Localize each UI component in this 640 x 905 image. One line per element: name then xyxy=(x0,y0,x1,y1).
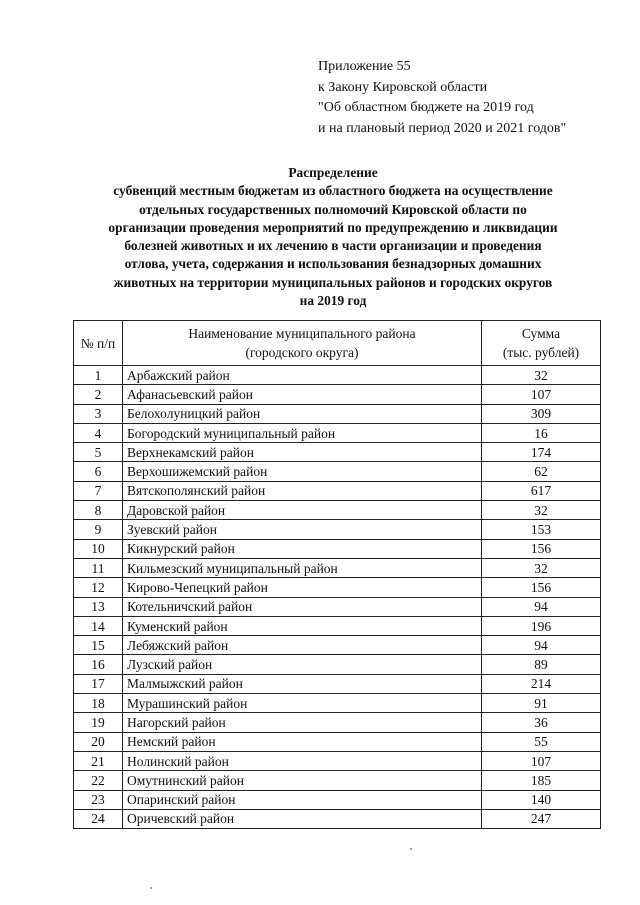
heading-line: отдельных государственных полномочий Кировской области по xyxy=(139,201,527,217)
row-sum: 309 xyxy=(482,404,601,423)
scan-speck xyxy=(150,887,152,889)
row-number: 24 xyxy=(74,809,123,828)
row-sum: 174 xyxy=(482,443,601,462)
row-sum: 247 xyxy=(482,809,601,828)
document-heading xyxy=(40,164,626,310)
scan-speck xyxy=(410,848,412,850)
table-row xyxy=(74,732,601,751)
document-title: Распределение xyxy=(288,165,378,180)
header-district-line1: Наименование муниципального района xyxy=(188,326,416,341)
row-district: Котельничский район xyxy=(123,597,482,616)
row-district: Нагорский район xyxy=(123,713,482,732)
row-district: Кирово-Чепецкий район xyxy=(123,578,482,597)
row-number: 9 xyxy=(74,520,123,539)
row-number: 4 xyxy=(74,423,123,442)
row-sum: 32 xyxy=(482,366,601,385)
heading-line: организации проведения мероприятий по предупреждению и ликвидации xyxy=(108,219,558,235)
row-district: Вятскополянский район xyxy=(123,481,482,500)
row-sum: 156 xyxy=(482,539,601,558)
table-row xyxy=(74,443,601,462)
table-row xyxy=(74,790,601,809)
row-district: Верхошижемский район xyxy=(123,462,482,481)
heading-line: на 2019 год xyxy=(299,293,367,309)
row-number: 18 xyxy=(74,694,123,713)
heading-line: животных на территории муниципальных районов и городских округов xyxy=(113,274,553,290)
header-sum xyxy=(482,321,601,366)
row-number: 12 xyxy=(74,578,123,597)
row-sum: 32 xyxy=(482,558,601,577)
row-sum: 156 xyxy=(482,578,601,597)
row-district: Верхнекамский район xyxy=(123,443,482,462)
row-district: Богородский муниципальный район xyxy=(123,423,482,442)
row-number: 13 xyxy=(74,597,123,616)
heading-line: субвенций местным бюджетам из областного бюджета на осуществление xyxy=(113,183,553,199)
row-district: Нолинский район xyxy=(123,751,482,770)
row-district: Лебяжский район xyxy=(123,636,482,655)
header-district-line2: (городского округа) xyxy=(245,345,359,360)
table-row xyxy=(74,771,601,790)
row-district: Кикнурский район xyxy=(123,539,482,558)
row-number: 15 xyxy=(74,636,123,655)
row-sum: 140 xyxy=(482,790,601,809)
annex-law-period: и на плановый период 2020 и 2021 годов" xyxy=(318,120,567,136)
row-district: Афанасьевский район xyxy=(123,385,482,404)
row-number: 8 xyxy=(74,501,123,520)
table-row xyxy=(74,597,601,616)
row-sum: 94 xyxy=(482,597,601,616)
row-number: 23 xyxy=(74,790,123,809)
row-district: Даровской район xyxy=(123,501,482,520)
annex-reference xyxy=(318,57,566,139)
row-district: Зуевский район xyxy=(123,520,482,539)
row-district: Омутнинский район xyxy=(123,771,482,790)
row-sum: 617 xyxy=(482,481,601,500)
row-district: Арбажский район xyxy=(123,366,482,385)
annex-number: Приложение 55 xyxy=(318,59,411,74)
row-number: 2 xyxy=(74,385,123,404)
row-sum: 32 xyxy=(482,501,601,520)
row-number: 7 xyxy=(74,481,123,500)
table-row xyxy=(74,385,601,404)
row-sum: 62 xyxy=(482,462,601,481)
heading-line: болезней животных и их лечению в части организации и проведения xyxy=(124,238,542,254)
table-row xyxy=(74,501,601,520)
annex-law: к Закону Кировской области xyxy=(318,79,488,95)
row-number: 19 xyxy=(74,713,123,732)
table-row xyxy=(74,404,601,423)
row-sum: 196 xyxy=(482,616,601,635)
annex-law-title: "Об областном бюджете на 2019 год xyxy=(318,100,534,115)
row-number: 10 xyxy=(74,539,123,558)
row-sum: 107 xyxy=(482,751,601,770)
table-row xyxy=(74,809,601,828)
table-row xyxy=(74,578,601,597)
table-row xyxy=(74,462,601,481)
header-sum-line1: Сумма xyxy=(521,326,561,341)
row-district: Немский район xyxy=(123,732,482,751)
row-sum: 153 xyxy=(482,520,601,539)
row-sum: 55 xyxy=(482,732,601,751)
header-sum-line2: (тыс. рублей) xyxy=(502,345,580,360)
row-district: Кильмезский муниципальный район xyxy=(123,558,482,577)
row-number: 11 xyxy=(74,558,123,577)
table-row xyxy=(74,520,601,539)
row-number: 20 xyxy=(74,732,123,751)
row-sum: 185 xyxy=(482,771,601,790)
table-row xyxy=(74,616,601,635)
row-sum: 214 xyxy=(482,674,601,693)
row-number: 22 xyxy=(74,771,123,790)
row-district: Оричевский район xyxy=(123,809,482,828)
table-row xyxy=(74,481,601,500)
row-number: 1 xyxy=(74,366,123,385)
row-sum: 89 xyxy=(482,655,601,674)
table-row xyxy=(74,539,601,558)
row-sum: 91 xyxy=(482,694,601,713)
table-row xyxy=(74,713,601,732)
table-body xyxy=(74,366,601,829)
row-district: Лузский район xyxy=(123,655,482,674)
header-number: № п/п xyxy=(74,321,123,366)
table-row xyxy=(74,694,601,713)
table-row xyxy=(74,636,601,655)
table-row xyxy=(74,655,601,674)
row-number: 3 xyxy=(74,404,123,423)
row-district: Куменский район xyxy=(123,616,482,635)
subvention-table xyxy=(73,320,601,829)
row-number: 21 xyxy=(74,751,123,770)
row-number: 14 xyxy=(74,616,123,635)
table-row xyxy=(74,558,601,577)
table-row xyxy=(74,674,601,693)
row-district: Малмыжский район xyxy=(123,674,482,693)
table-row xyxy=(74,423,601,442)
row-number: 6 xyxy=(74,462,123,481)
row-sum: 94 xyxy=(482,636,601,655)
header-district xyxy=(123,321,482,366)
heading-line: отлова, учета, содержания и использования безнадзорных домашних xyxy=(124,256,542,272)
row-district: Белохолуницкий район xyxy=(123,404,482,423)
row-district: Опаринский район xyxy=(123,790,482,809)
row-district: Мурашинский район xyxy=(123,694,482,713)
row-sum: 16 xyxy=(482,423,601,442)
table-row xyxy=(74,366,601,385)
row-number: 5 xyxy=(74,443,123,462)
table-header-row xyxy=(74,321,601,366)
table-row xyxy=(74,751,601,770)
row-number: 17 xyxy=(74,674,123,693)
row-sum: 107 xyxy=(482,385,601,404)
row-number: 16 xyxy=(74,655,123,674)
row-sum: 36 xyxy=(482,713,601,732)
